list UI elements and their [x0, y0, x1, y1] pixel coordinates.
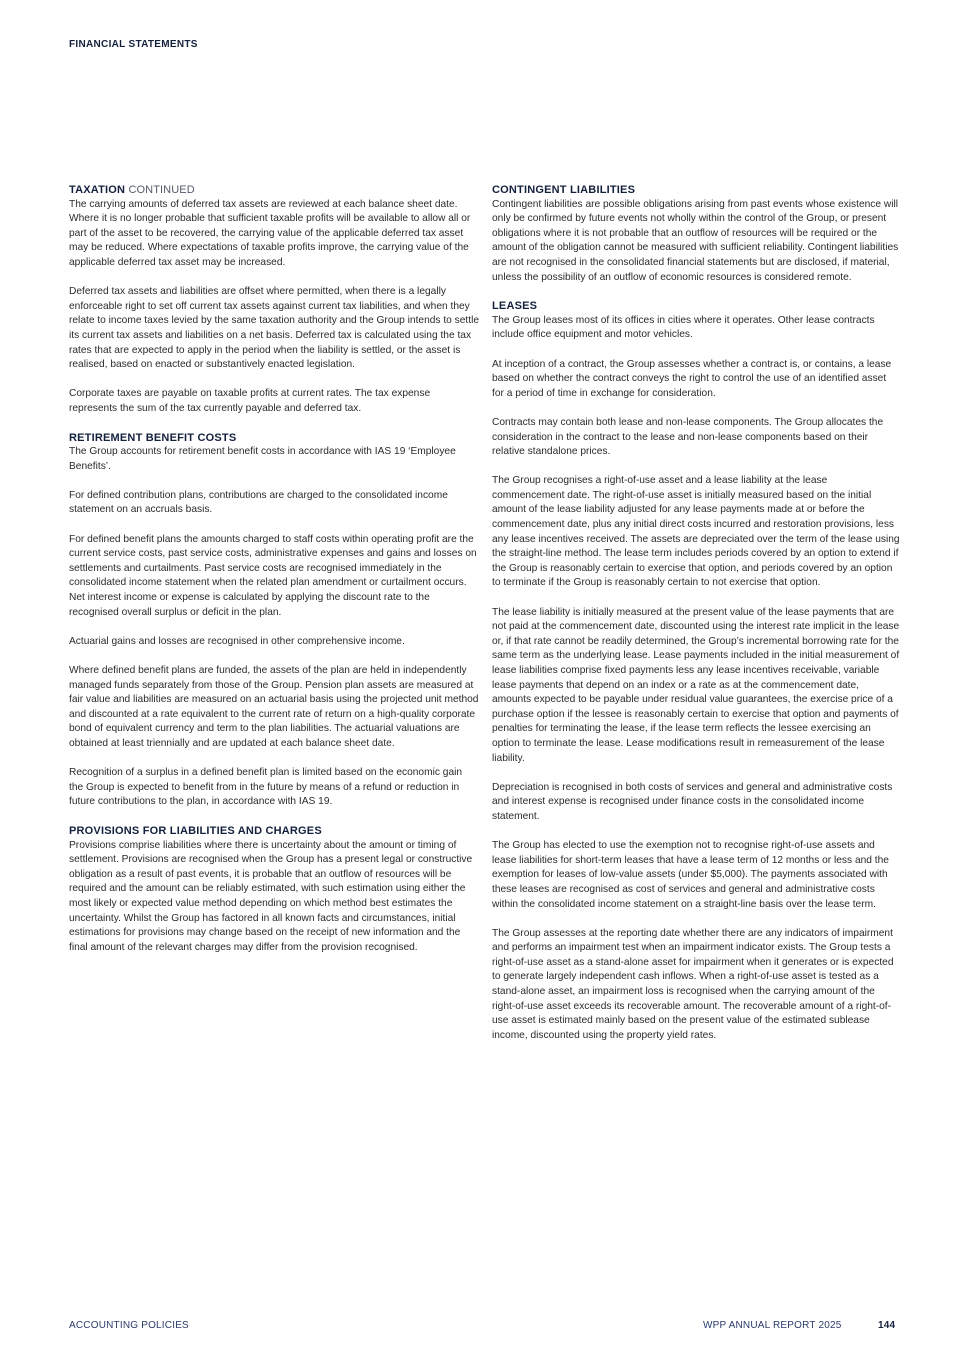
section-header: FINANCIAL STATEMENTS [69, 39, 198, 50]
taxation-section [69, 183, 479, 417]
provisions-section [69, 824, 479, 955]
paragraph: Depreciation is recognised in both costs of services and general and administrative costs and interest expense is recognised under finance costs in the consolidated income statement. [492, 781, 893, 822]
contingent-section [492, 183, 900, 285]
left-column [69, 183, 479, 969]
contingent-heading: CONTINGENT LIABILITIES [492, 184, 636, 196]
paragraph: The Group accounts for retirement benefit costs in accordance with IAS 19 ‘Employee Benefits’. [69, 446, 456, 472]
paragraph: Corporate taxes are payable on taxable profits at current rates. The tax expense represents the sum of the tax currently payable and deferred tax. [69, 388, 431, 414]
paragraph: The Group assesses at the reporting date whether there are any indicators of impairment and performs an impairment test when an impairment indicator exists. The Group tests a right-of-use asset as a stand-alone asset for impairment when it generates or is expected to generate largely independent cash inflows. When a right-of-use asset is tested as a stand-alone asset, an impairment loss is recognised when the carrying amount of the right-of-use asset exceeds its recoverable amount. The recoverable amount of a right-of-use asset is estimated mainly based on the present value of the estimated sublease income, discounted using the property yield rates. [492, 927, 894, 1041]
leases-heading: LEASES [492, 300, 538, 313]
paragraph: Contracts may contain both lease and non-lease components. The Group allocates the consideration in the contract to the lease and non-lease components based on their relative standalone prices. [492, 416, 884, 458]
paragraph: The Group leases most of its offices in cities where it operates. Other lease contracts include office equipment and motor vehicles. [492, 314, 875, 341]
paragraph: For defined benefit plans the amounts charged to staff costs within operating profit are the current service costs, past service costs, administrative expenses and gains and losses on settlements and curtailments. Past service costs are recognised immediately in the consolidated income statement when the related plan amendment or curtailment occurs. Net interest income or expense is calculated by applying the discount rate to the recognised overall surplus or deficit in the plan. [69, 533, 477, 618]
paragraph: Provisions comprise liabilities where there is uncertainty about the amount or timing of settlement. Provisions are recognised when the Group has a present legal or constructive obligation as a result of past events, it is probable that an outflow of resources will be required and the amount can be reliably estimated, with such estimation using either the most likely or expected value method depending on which method best estimates the uncertainty. Whilst the Group has factored in all known facts and circumstances, initial estimations for provisions may change based on the receipt of new information and the final amount of the relevant charges may differ from the provision recognised. [69, 839, 473, 953]
paragraph: Where defined benefit plans are funded, the assets of the plan are held in independently managed funds separately from those of the Group. Pension plan assets are measured at fair value and liabilities are measured on an actuarial basis using the projected unit method and discounted at a rate equivalent to the current rate of return on a high-quality corporate bond of equivalent currency and term to the plan liabilities. The actuarial valuations are obtained at least triennially and are updated at each balance sheet date. [69, 665, 479, 749]
paragraph: The lease liability is initially measured at the present value of the lease payments that are not paid at the commencement date, discounted using the interest rate implicit in the lease or, if that rate cannot be readily determined, the Group’s incremental borrowing rate for the same term as the underlying lease. Lease payments included in the initial measurement of lease liabilities comprise fixed payments less any lease incentives receivable, variable lease payments that depend on an index or a rate as at the commencement date, amounts expected to be payable under residual value guarantees, the exercise price of a purchase option if the lessee is reasonably certain to exercise that option and payments of penalties for terminating the lease, if the lease term reflects the lessee exercising an option to terminate the lease. Lease modifications result in remeasurement of the lease liability. [492, 606, 900, 764]
page-number: 144 [878, 1320, 896, 1331]
paragraph: Recognition of a surplus in a defined benefit plan is limited based on the economic gain the Group is expected to benefit from in the future by means of a refund or reduction in future contributions to the plan, in accordance with IAS 19. [69, 767, 463, 808]
retirement-section [69, 431, 479, 810]
taxation-heading [69, 183, 479, 198]
paragraph: The Group recognises a right-of-use asset and a lease liability at the lease commencement date. The right-of-use asset is initially measured based on the initial amount of the lease liability adjusted for any lease payments made at or before the commencement date, plus any initial direct costs incurred and restoration provisions, less any lease incentives received. The assets are depreciated over the term of the lease using the straight-line method. The lease term includes periods covered by an option to extend if the Group is reasonably certain to exercise that option, and periods covered by an option to terminate if the Group is reasonably certain to not exercise that option. [492, 475, 900, 589]
leases-section [492, 299, 900, 1043]
footer-section-label: ACCOUNTING POLICIES [69, 1320, 189, 1331]
paragraph: Deferred tax assets and liabilities are offset where permitted, when there is a legally enforceable right to set off current tax assets against current tax liabilities, and when they relate to income taxes levied by the same taxation authority and the Group intends to settle its current tax assets and liabilities on a net basis. Deferred tax is calculated using the tax rates that are expected to apply in the period when the liability is settled, or the asset is realised, based on enacted or substantively enacted legislation. [69, 286, 480, 371]
continued-label: CONTINUED [128, 184, 195, 196]
paragraph: Actuarial gains and losses are recognised in other comprehensive income. [69, 635, 405, 647]
paragraph: Contingent liabilities are possible obligations arising from past events whose existence will only be confirmed by future events not wholly within the control of the Group, or present obligations where it is not probable that an outflow of resources will be required or the amount of the obligation cannot be measured with sufficient reliability. Contingent liabilities are not recognised in the consolidated financial statements but are disclosed, if material, unless the possibility of an outflow of economic resources is considered remote. [492, 198, 899, 283]
paragraph: For defined contribution plans, contributions are charged to the consolidated income statement on an accruals basis. [69, 489, 448, 516]
footer-report-title: WPP ANNUAL REPORT 2025 [703, 1320, 842, 1331]
retirement-heading: RETIREMENT BENEFIT COSTS [69, 431, 237, 444]
paragraph: The Group has elected to use the exemption not to recognise right-of-use assets and lease liabilities for short-term leases that have a lease term of 12 months or less and the exemption for leases of low-value assets (under $5,000). The payments associated with these leases are recognised as cost of services and general and administrative costs within the consolidated income statement on a straight-line basis over the lease term. [492, 840, 889, 910]
taxation-heading-text: TAXATION [69, 184, 126, 196]
provisions-heading: PROVISIONS FOR LIABILITIES AND CHARGES [69, 824, 322, 837]
right-column [492, 183, 900, 1057]
paragraph: The carrying amounts of deferred tax assets are reviewed at each balance sheet date. Where it is no longer probable that sufficient taxable profits will be available to allow all or part of the asset to be recovered, the carrying value of the applicable deferred tax asset may be reduced. Where expectations of taxable profits improve, the carrying value of the applicable deferred tax asset may be increased. [69, 198, 471, 268]
paragraph: At inception of a contract, the Group assesses whether a contract is, or contains, a lease based on whether the contract conveys the right to control the use of an identified asset for a period of time in exchange for consideration. [492, 358, 892, 399]
